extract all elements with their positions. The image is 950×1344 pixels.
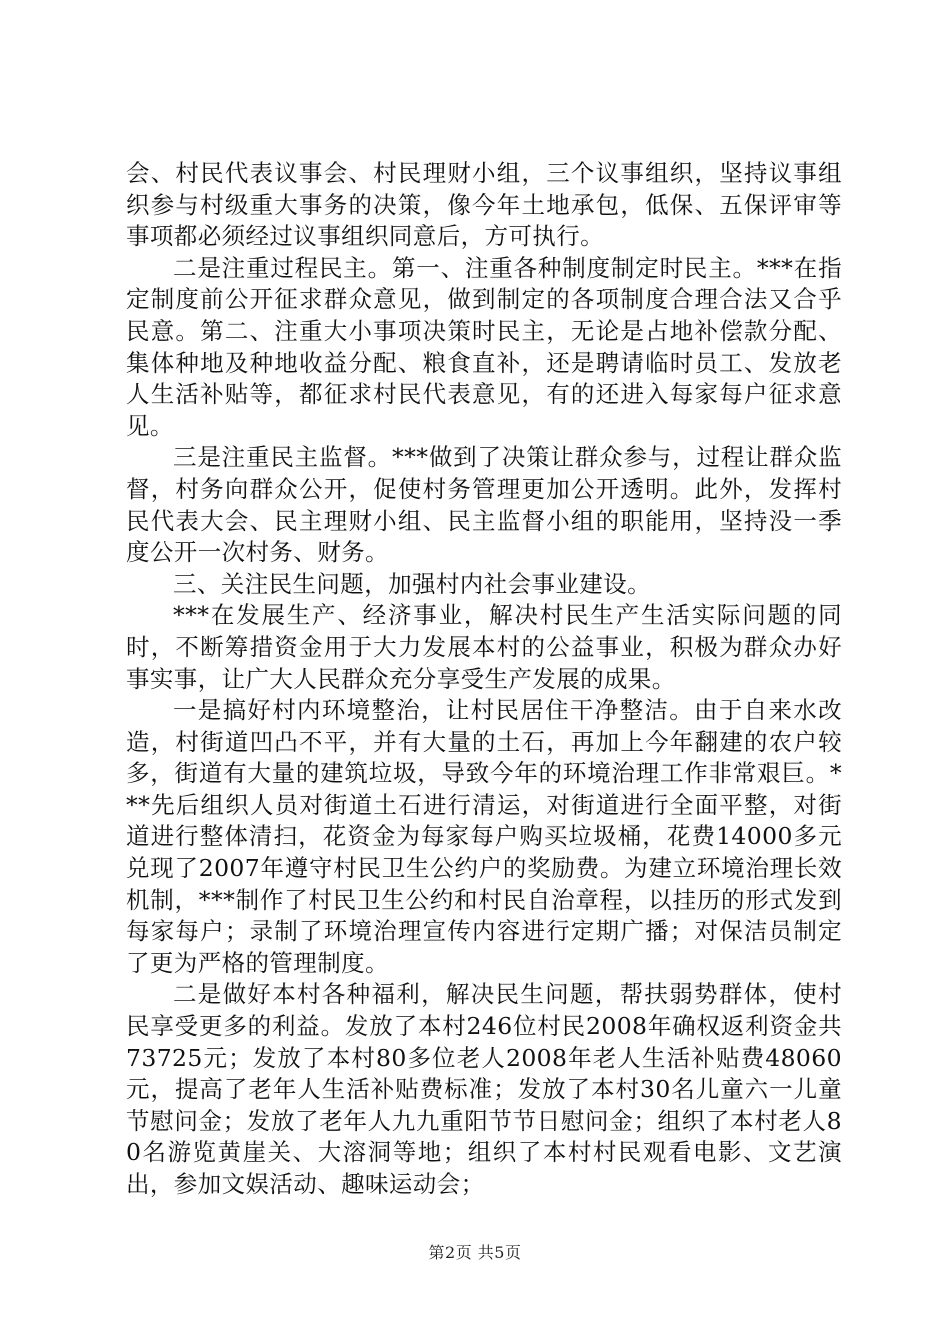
- paragraph-democratic-supervision: 三是注重民主监督。***做到了决策让群众参与，过程让群众监督，村务向群众公开，促使村务管理更加公开透明。此外，发挥村民代表大会、民主理财小组、民主监督小组的职能用，坚持没一季度公开一次村务、财务。: [126, 443, 842, 567]
- paragraph-process-democracy: 二是注重过程民主。第一、注重各种制度制定时民主。***在指定制度前公开征求群众意见，做到制定的各项制度合理合法又合乎民意。第二、注重大小事项决策时民主，无论是占地补偿款分配、集体种地及种地收益分配、粮食直补，还是聘请临时员工、发放老人生活补贴等，都征求村民代表意见，有的还进入每家每户征求意见。: [126, 253, 842, 440]
- paragraph-environment-renovation: 一是搞好村内环境整治，让村民居住干净整洁。由于自来水改造，村街道凹凸不平，并有大量的土石，再加上今年翻建的农户较多，街道有大量的建筑垃圾，导致今年的环境治理工作非常艰巨。***先后组织人员对街道土石进行清运，对街道进行全面平整，对街道进行整体清扫，花资金为每家每户购买垃圾桶，花费14000多元兑现了2007年遵守村民卫生公约户的奖励费。为建立环境治理长效机制，***制作了村民卫生公约和村民自治章程，以挂历的形式发到每家每户；录制了环境治理宣传内容进行定期广播；对保洁员制定了更为严格的管理制度。: [126, 696, 842, 977]
- page-number-footer: 第2页 共5页: [428, 1243, 522, 1262]
- paragraph-continuation: 会、村民代表议事会、村民理财小组，三个议事组织，坚持议事组织参与村级重大事务的决策，像今年土地承包，低保、五保评审等事项都必须经过议事组织同意后，方可执行。: [126, 159, 842, 251]
- paragraph-welfare-benefits: 二是做好本村各种福利，解决民生问题，帮扶弱势群体，使村民享受更多的利益。发放了本村246位村民2008年确权返利资金共73725元；发放了本村80多位老人2008年老人生活补贴费48060元，提高了老年人生活补贴费标准；发放了本村30名儿童六一儿童节慰问金；发放了老年人九九重阳节节日慰问金；组织了本村老人80名游览黄崖关、大溶洞等地；组织了本村村民观看电影、文艺演出，参加文娱活动、趣味运动会；: [126, 980, 842, 1198]
- section-heading-livelihood: 三、关注民生问题，加强村内社会事业建设。: [173, 569, 651, 598]
- document-body: [126, 158, 842, 1201]
- paragraph-public-welfare-intro: ***在发展生产、经济事业，解决村民生产生活实际问题的同时，不断筹措资金用于大力发展本村的公益事业，积极为群众办好事实事，让广大人民群众充分享受生产发展的成果。: [126, 601, 842, 693]
